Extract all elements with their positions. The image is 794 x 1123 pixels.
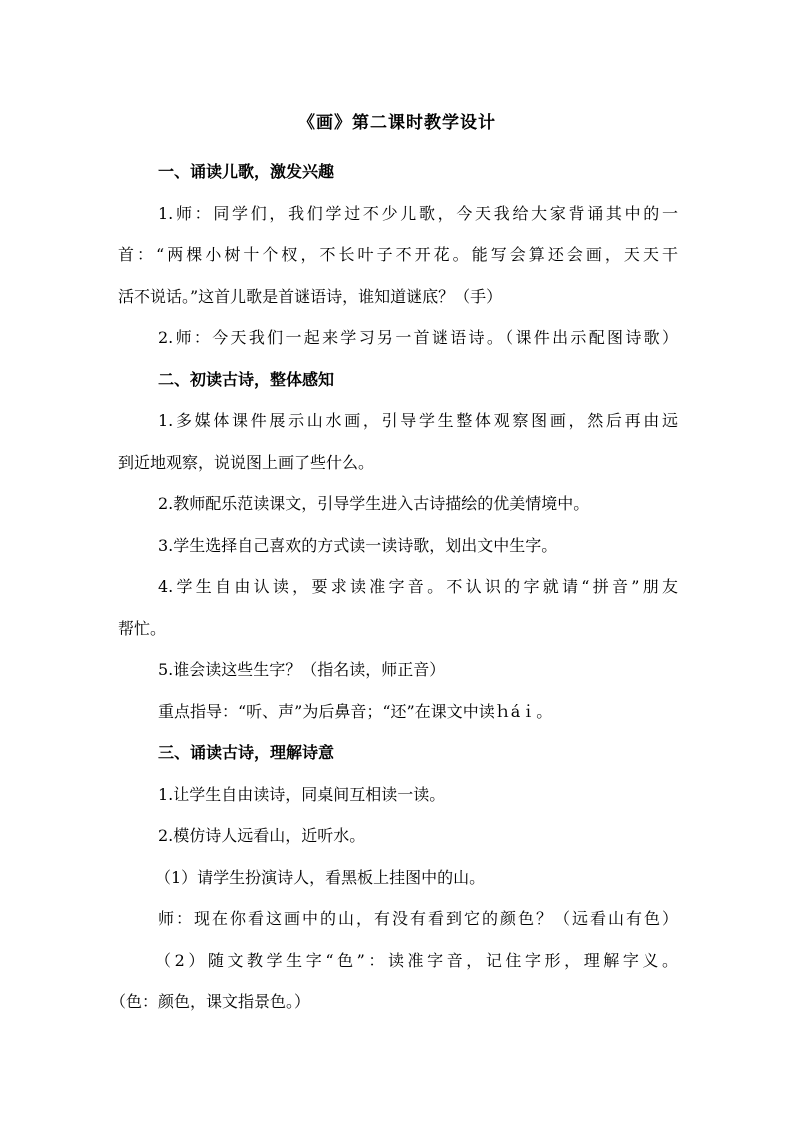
paragraph-line: 4.学生自由认读，要求读准字音。不认识的字就请“拼音”朋友: [158, 577, 678, 596]
paragraph-line: 2.模仿诗人远看山，近听水。: [158, 826, 366, 845]
paragraph-line: 1.让学生自由读诗，同桌间互相读一读。: [158, 785, 446, 804]
document-title: 《画》第二课时教学设计: [298, 113, 496, 133]
paragraph-line: 到近地观察，说说图上画了些什么。: [118, 453, 375, 472]
paragraph-line: 5.谁会读这些生字？（指名读，师正音）: [158, 660, 446, 679]
paragraph-line: 1.师：同学们，我们学过不少儿歌，今天我给大家背诵其中的一: [158, 204, 678, 223]
paragraph-line: 首：“两棵小树十个杈，不长叶子不开花。能写会算还会画，天天干: [118, 245, 678, 264]
paragraph-line: 师：现在你看这画中的山，有没有看到它的颜色？（远看山有色）: [158, 909, 678, 928]
paragraph-line: 活不说话。”这首儿歌是首谜语诗，谁知道谜底？（手）: [118, 287, 503, 306]
paragraph-line: 2.师：今天我们一起来学习另一首谜语诗。（课件出示配图诗歌）: [158, 328, 678, 347]
paragraph-line: 帮忙。: [118, 619, 167, 638]
paragraph-line: 重点指导：“听、声”为后鼻音；“还”在课文中读ｈáｉ。: [158, 702, 553, 721]
section-heading-3: 三、诵读古诗，理解诗意: [158, 743, 335, 762]
paragraph-line: （2）随文教学生字“色”：读准字音，记住字形，理解字义。: [155, 951, 678, 970]
paragraph-line: 2.教师配乐范读课文，引导学生进入古诗描绘的优美情境中。: [158, 494, 590, 513]
paragraph-line: （色：颜色，课文指景色。）: [110, 992, 311, 1011]
section-heading-1: 一、诵读儿歌，激发兴趣: [158, 162, 335, 181]
paragraph-line: （1）请学生扮演诗人，看黑板上挂图中的山。: [155, 868, 486, 887]
paragraph-line: 3.学生选择自己喜欢的方式读一读诗歌，划出文中生字。: [158, 536, 558, 555]
section-heading-2: 二、初读古诗，整体感知: [158, 370, 335, 389]
paragraph-line: 1.多媒体课件展示山水画，引导学生整体观察图画，然后再由远: [158, 411, 678, 430]
